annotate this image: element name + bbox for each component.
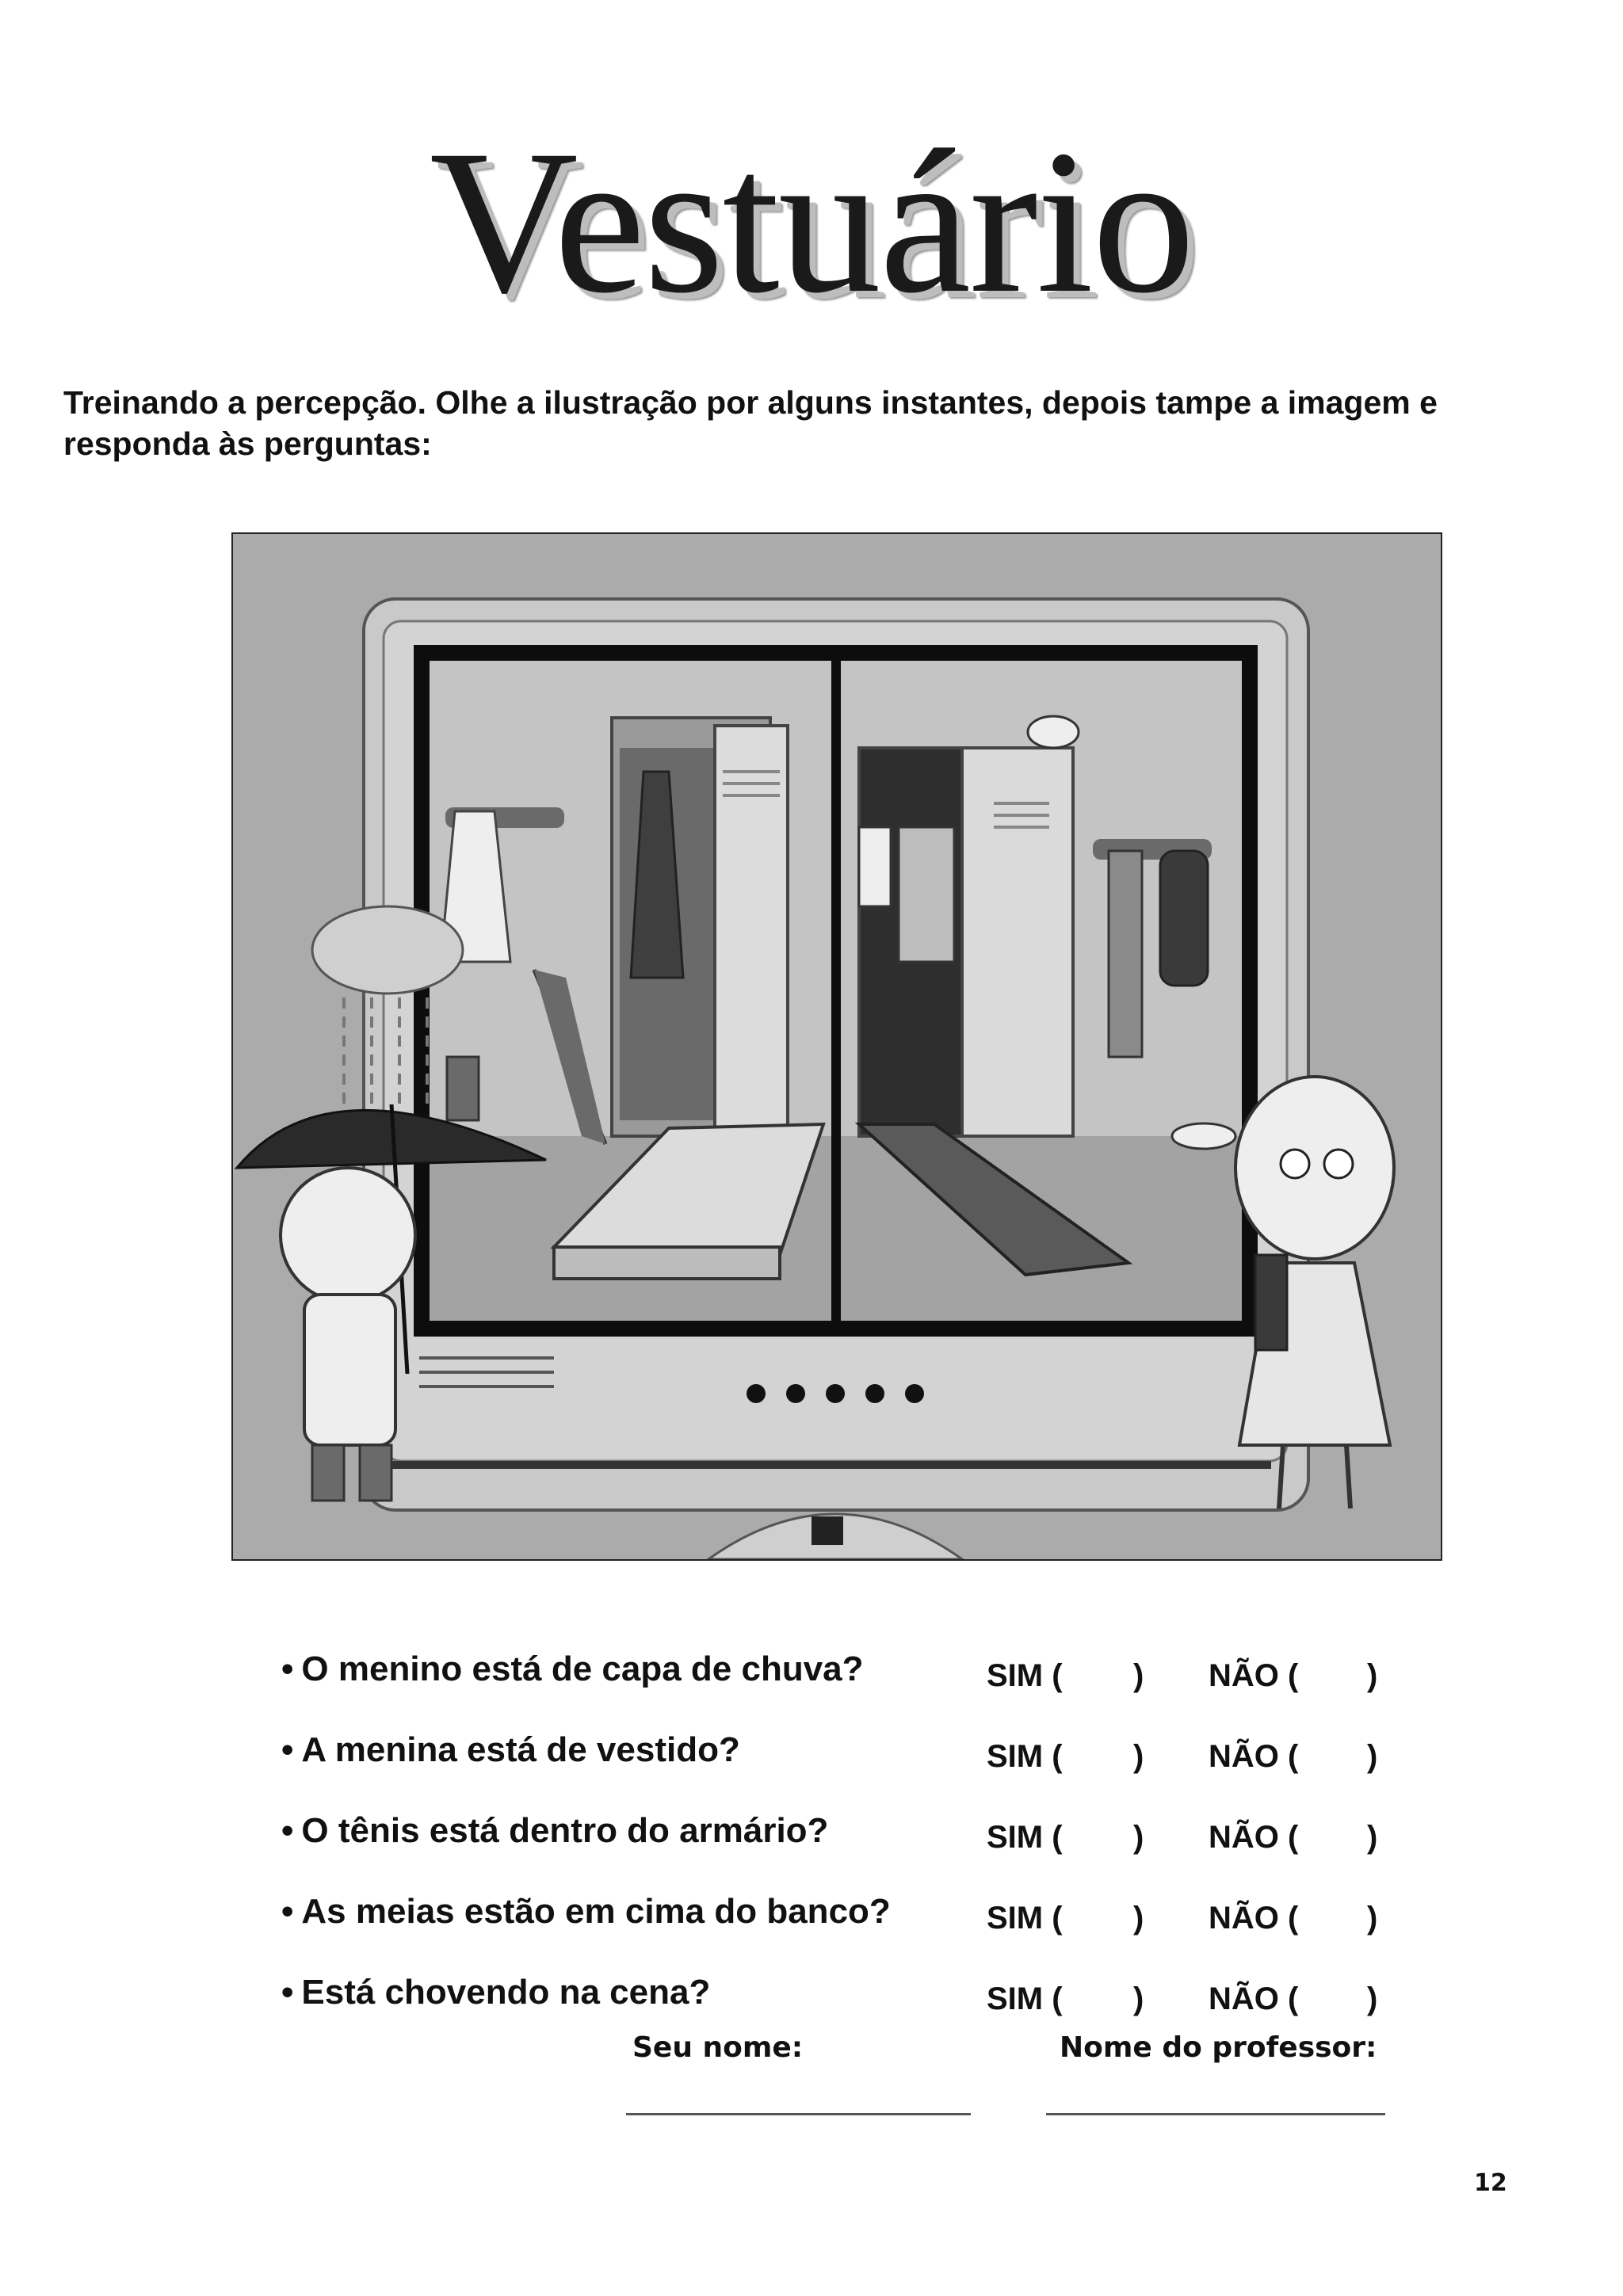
yes-label: SIM ( — [987, 1901, 1063, 1936]
girl-jacket — [1255, 1255, 1287, 1350]
yes-close-paren: ) — [1133, 1739, 1144, 1774]
question-text — [281, 1730, 740, 1770]
illustration-drawing — [233, 534, 1441, 1559]
question-label: O menino está de capa de chuva? — [301, 1650, 864, 1688]
question-label: Está chovendo na cena? — [301, 1973, 711, 2012]
tv-button — [826, 1384, 845, 1403]
question-text — [281, 1973, 710, 2012]
no-close-paren: ) — [1367, 1820, 1378, 1855]
yes-checkbox[interactable] — [987, 1898, 1144, 1938]
no-checkbox[interactable] — [1209, 1979, 1378, 2019]
question-label: As meias estão em cima do banco? — [301, 1892, 891, 1931]
bullet: • — [281, 1811, 294, 1850]
yes-label: SIM ( — [987, 1739, 1063, 1774]
question-text — [281, 1650, 864, 1689]
no-label: NÃO ( — [1209, 1820, 1299, 1855]
yes-checkbox[interactable] — [987, 1737, 1144, 1776]
yes-close-paren: ) — [1133, 1658, 1144, 1693]
yes-checkbox[interactable] — [987, 1979, 1144, 2019]
left-locker-door — [715, 726, 788, 1136]
question-row — [0, 1811, 1623, 1859]
right-locker-door — [962, 748, 1073, 1136]
teacher-name-line[interactable] — [1046, 2113, 1385, 2115]
no-checkbox[interactable] — [1209, 1656, 1378, 1695]
no-label: NÃO ( — [1209, 1739, 1299, 1774]
cap — [1028, 716, 1079, 748]
no-close-paren: ) — [1367, 1981, 1378, 2016]
question-row — [0, 1973, 1623, 2020]
tv-button — [786, 1384, 805, 1403]
no-close-paren: ) — [1367, 1901, 1378, 1936]
question-row — [0, 1892, 1623, 1939]
question-text — [281, 1811, 828, 1851]
instructions-text: Treinando a percepção. Olhe a ilustração por alguns instantes, depois tampe a imagem e responda às perguntas: — [63, 384, 1438, 462]
tv-button — [747, 1384, 766, 1403]
page-title: Vestuário — [430, 108, 1193, 336]
pants-on-hook — [1109, 851, 1142, 1057]
question-row — [0, 1730, 1623, 1778]
locker-room-illustration — [231, 532, 1442, 1561]
yes-checkbox[interactable] — [987, 1817, 1144, 1857]
student-name-label: Seu nome: — [632, 2031, 804, 2064]
no-checkbox[interactable] — [1209, 1737, 1378, 1776]
no-checkbox[interactable] — [1209, 1817, 1378, 1857]
tv-button — [865, 1384, 884, 1403]
yes-close-paren: ) — [1133, 1901, 1144, 1936]
teacher-name-label: Nome do professor: — [1060, 2031, 1377, 2064]
no-label: NÃO ( — [1209, 1658, 1299, 1693]
yes-label: SIM ( — [987, 1658, 1063, 1693]
no-label: NÃO ( — [1209, 1981, 1299, 2016]
yes-label: SIM ( — [987, 1820, 1063, 1855]
page-number: 12 — [1474, 2169, 1507, 2197]
yes-label: SIM ( — [987, 1981, 1063, 2016]
tank-top — [859, 827, 891, 906]
yes-checkbox[interactable] — [987, 1656, 1144, 1695]
sneakers — [1172, 1123, 1235, 1149]
no-close-paren: ) — [1367, 1739, 1378, 1774]
no-close-paren: ) — [1367, 1658, 1378, 1693]
girl-head — [1235, 1077, 1394, 1259]
bullet: • — [281, 1730, 294, 1769]
tv-button — [905, 1384, 924, 1403]
bullet: • — [281, 1892, 294, 1931]
question-text — [281, 1892, 891, 1932]
boy-head — [281, 1168, 415, 1302]
question-label: A menina está de vestido? — [301, 1730, 740, 1769]
screen-divider — [831, 653, 841, 1329]
question-row — [0, 1650, 1623, 1697]
no-checkbox[interactable] — [1209, 1898, 1378, 1938]
yes-close-paren: ) — [1133, 1820, 1144, 1855]
rain-boots — [447, 1057, 479, 1120]
question-label: O tênis está dentro do armário? — [301, 1811, 829, 1850]
student-name-line[interactable] — [626, 2113, 971, 2115]
small-tv-icon — [812, 1516, 843, 1545]
no-label: NÃO ( — [1209, 1901, 1299, 1936]
yes-close-paren: ) — [1133, 1981, 1144, 2016]
boy-raincoat — [304, 1295, 395, 1445]
jacket-on-hook — [1160, 851, 1208, 986]
bullet: • — [281, 1973, 294, 2012]
bullet: • — [281, 1650, 294, 1688]
rain-cloud — [312, 906, 463, 994]
shirt-on-hanger — [899, 827, 954, 962]
